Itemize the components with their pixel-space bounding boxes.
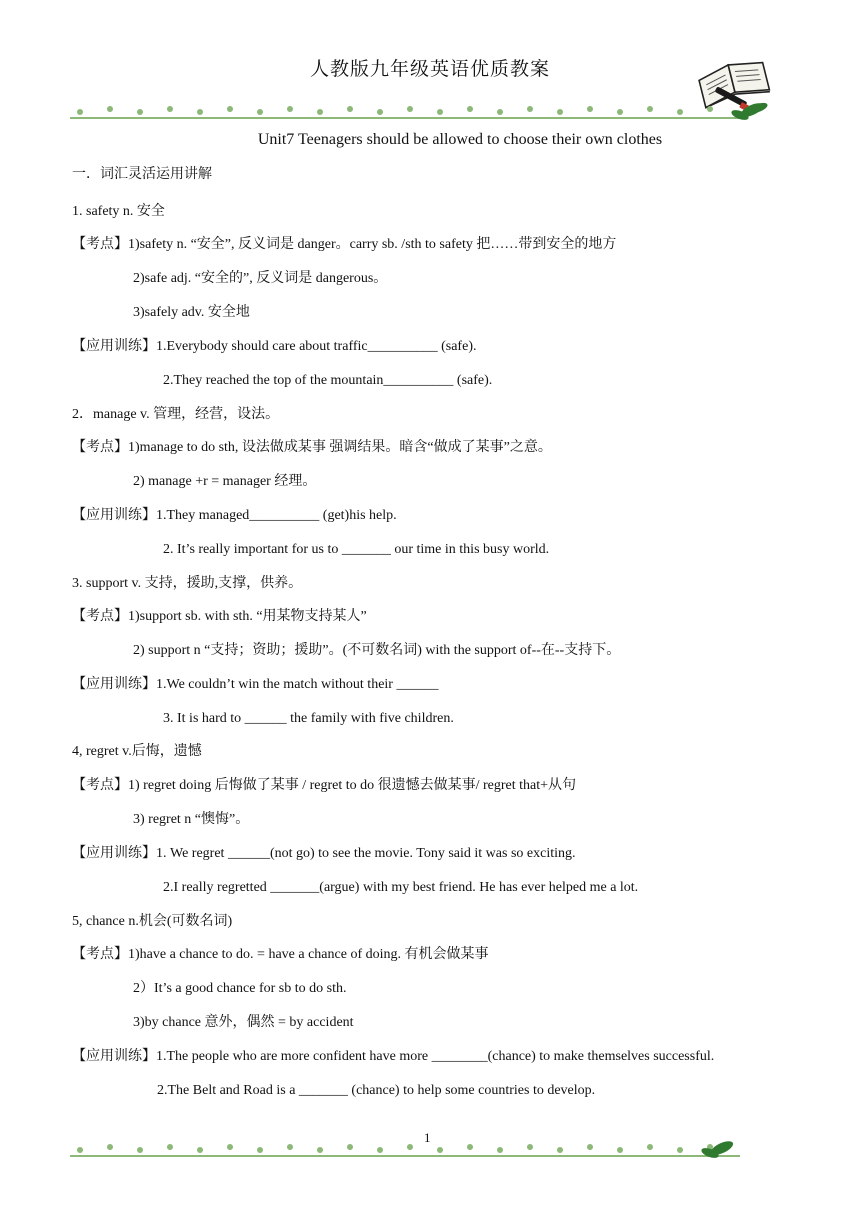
- header-title: 人教版九年级英语优质教案: [309, 58, 550, 80]
- text-line: 3)safely adv. 安全地: [133, 305, 250, 320]
- text-line: 一．词汇灵活运用讲解: [72, 167, 212, 182]
- footer-vine-divider: [70, 1138, 770, 1162]
- text-line: 【应用训练】1.We couldn’t win the match without their ______: [72, 677, 439, 692]
- page-number: 1: [424, 1130, 431, 1145]
- header-vine-divider: [70, 100, 770, 124]
- text-line: 2)safe adj. “安全的”, 反义词是 dangerous。: [133, 271, 388, 286]
- text-line: 【考点】1)manage to do sth, 设法做成某事 强调结果。暗含“做成了某事”之意。: [72, 440, 552, 455]
- text-line: 3. It is hard to ______ the family with five children.: [163, 711, 454, 726]
- text-line: 4, regret v.后悔，遗憾: [72, 744, 202, 759]
- text-line: 【应用训练】1. We regret ______(not go) to see the movie. Tony said it was so exciting.: [72, 846, 576, 861]
- text-line: 【考点】1) regret doing 后悔做了某事 / regret to do 很遗憾去做某事/ regret that+从句: [72, 778, 577, 793]
- text-line: 3)by chance 意外，偶然 = by accident: [133, 1015, 354, 1030]
- text-line: 2.They reached the top of the mountain__________ (safe).: [163, 373, 493, 388]
- text-line: 【考点】1)have a chance to do. = have a chance of doing. 有机会做某事: [72, 947, 489, 962]
- text-line: 2.I really regretted _______(argue) with my best friend. He has ever helped me a lot.: [163, 880, 639, 895]
- text-line: 2. It’s really important for us to _______ our time in this busy world.: [163, 542, 550, 557]
- text-line: 1. safety n. 安全: [72, 204, 165, 219]
- text-line: 2．manage v. 管理，经营，设法。: [72, 407, 280, 422]
- text-line: 2) support n “支持；资助；援助”。(不可数名词) with the support of--在--支持下。: [133, 643, 621, 658]
- text-line: 5, chance n.机会(可数名词): [72, 914, 233, 929]
- text-line: 【考点】1)safety n. “安全”, 反义词是 danger。carry sb. /sth to safety 把……带到安全的地方: [72, 237, 617, 252]
- text-line: 2）It’s a good chance for sb to do sth.: [133, 981, 347, 996]
- text-line: 【考点】1)support sb. with sth. “用某物支持某人”: [72, 609, 367, 624]
- text-line: 【应用训练】1.Everybody should care about traffic__________ (safe).: [72, 339, 477, 354]
- text-line: 2) manage +r = manager 经理。: [133, 474, 317, 489]
- text-line: 【应用训练】1.They managed__________ (get)his help.: [72, 508, 397, 523]
- text-line: 3) regret n “懊悔”。: [133, 812, 250, 827]
- text-line: 【应用训练】1.The people who are more confident have more ________(chance) to make themselves successful.: [72, 1049, 715, 1064]
- document-title: Unit7 Teenagers should be allowed to choose their own clothes: [257, 131, 663, 148]
- text-line: 2.The Belt and Road is a _______ (chance) to help some countries to develop.: [157, 1083, 596, 1098]
- text-line: 3. support v. 支持，援助,支撑，供养。: [72, 576, 303, 591]
